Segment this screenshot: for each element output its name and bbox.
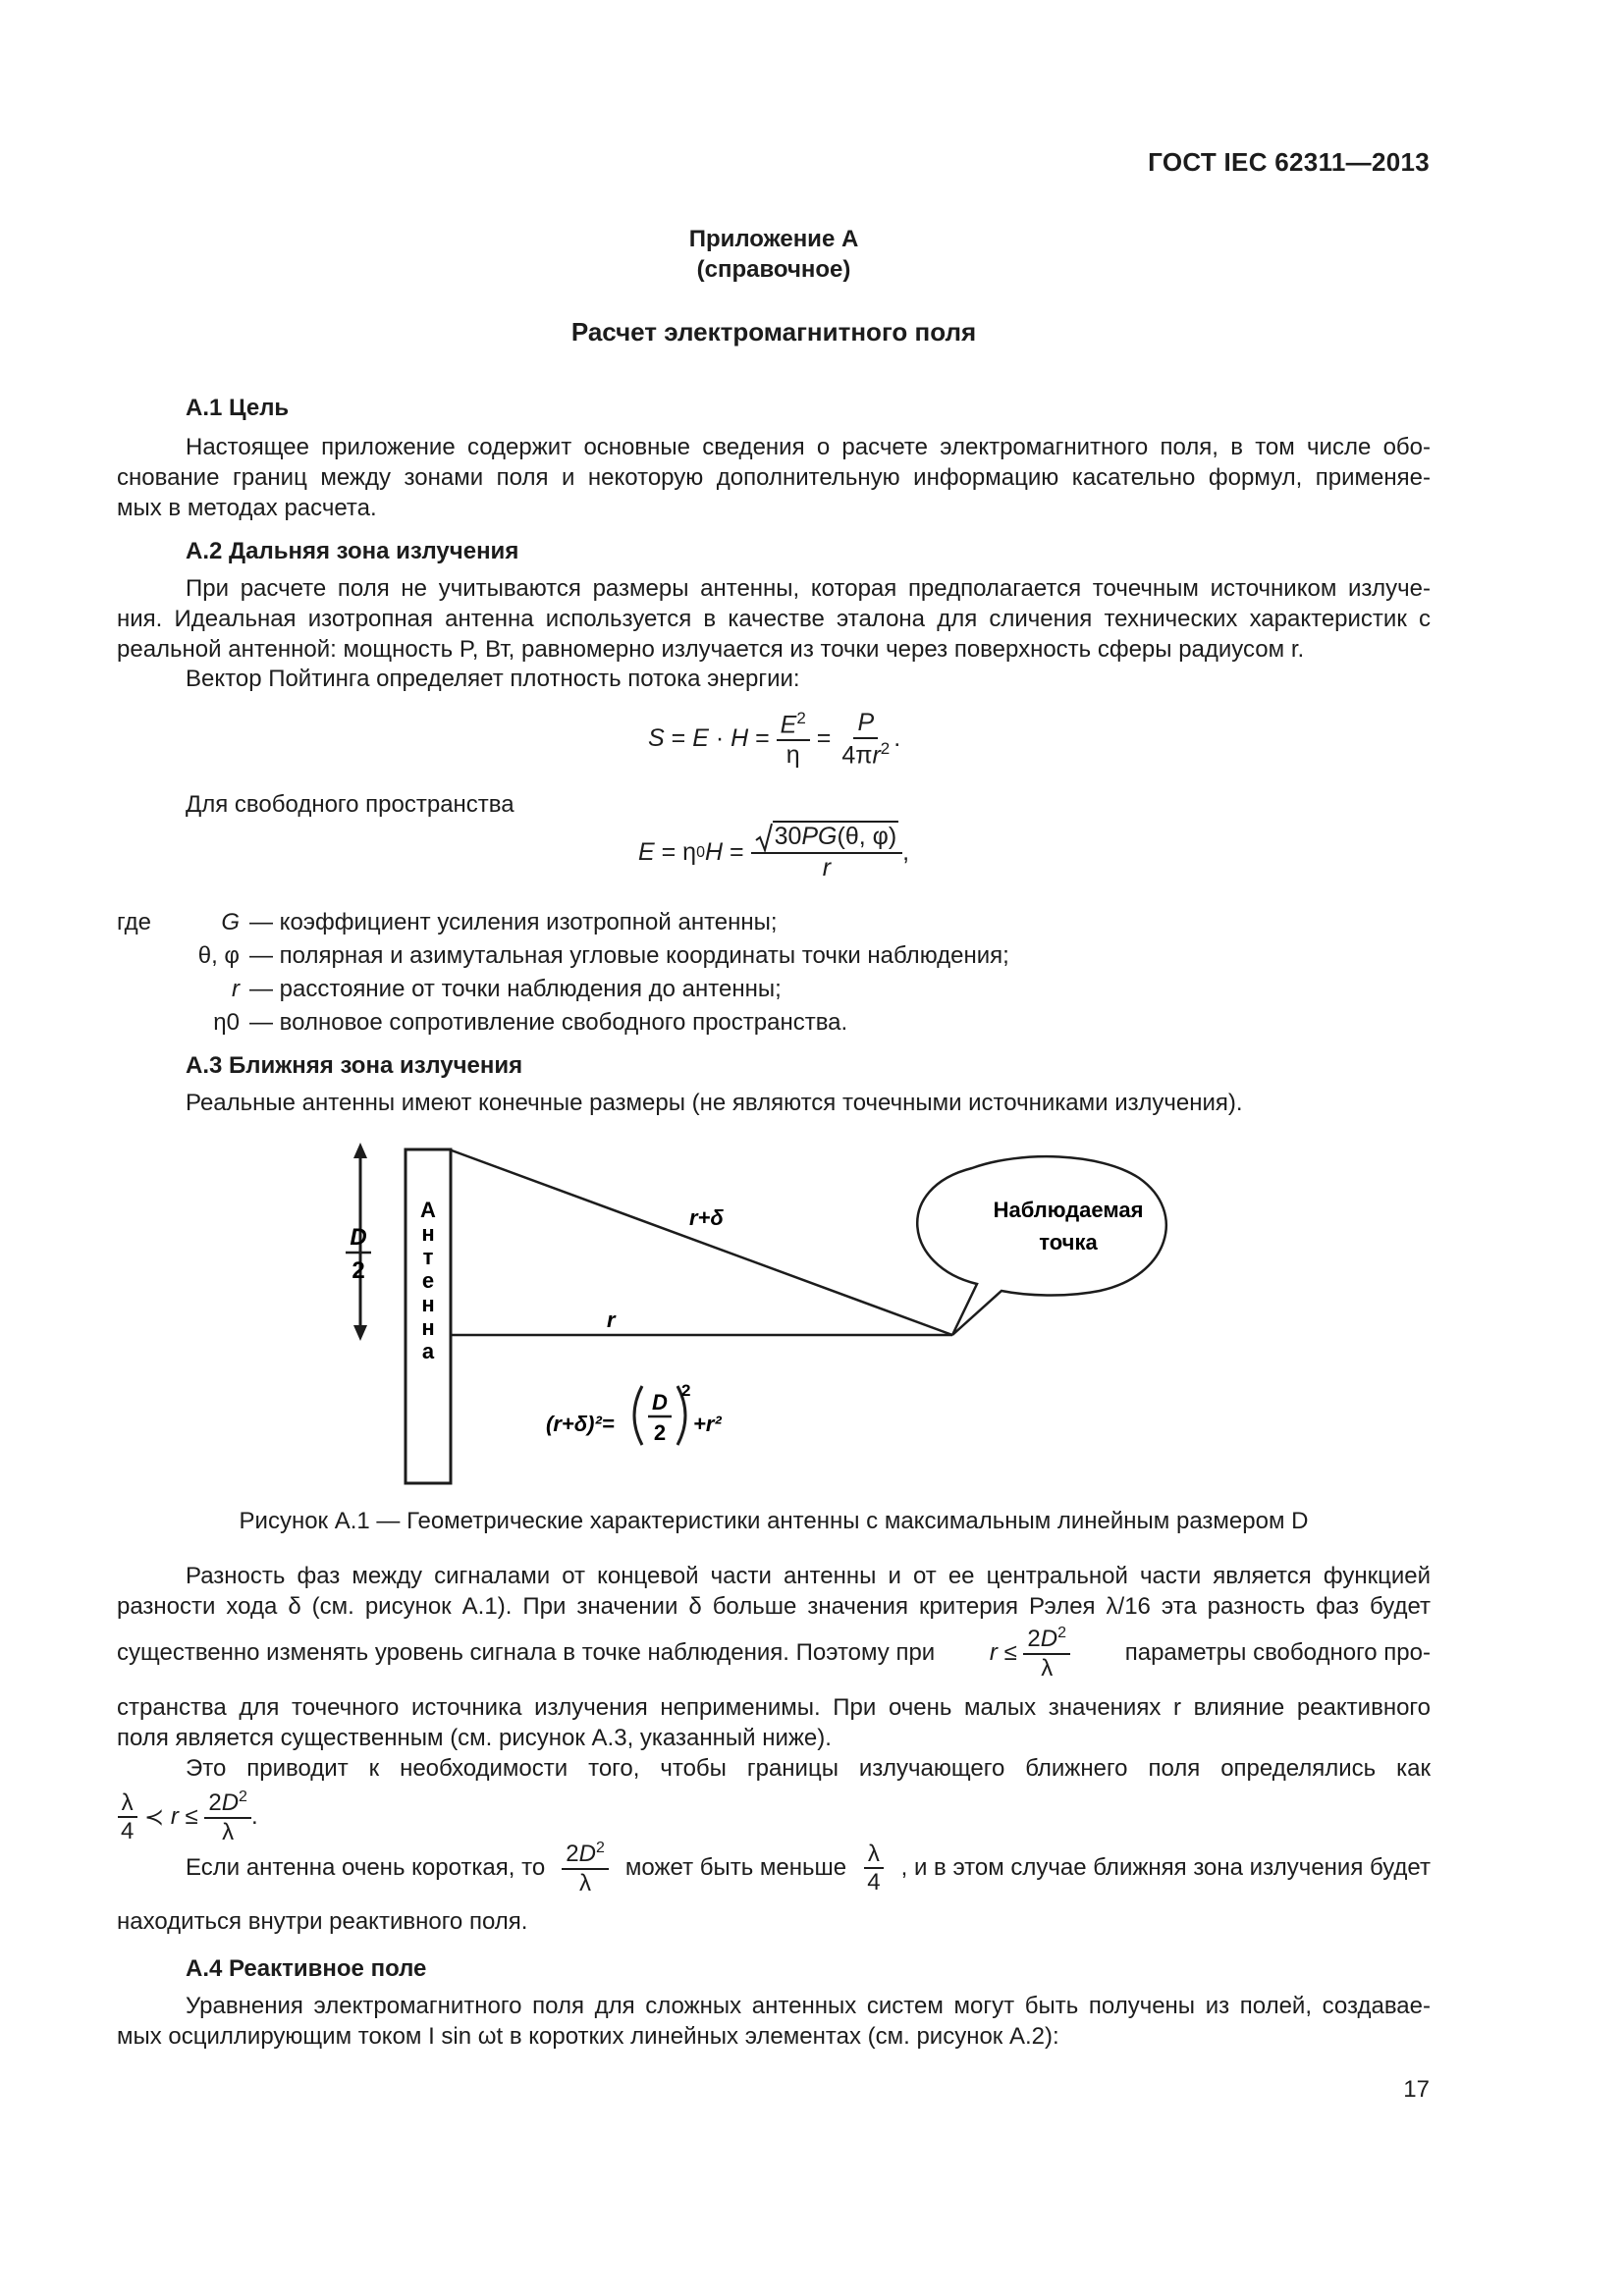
text-fragment: параметры свободного про- xyxy=(1124,1639,1431,1667)
inline-formula-lambda-4: $\frac{\lambda}{4}$ xyxy=(863,1841,884,1896)
formula-field: E = η 0 H = $\frac{30PG(\theta, \varphi)}{r}$ , xyxy=(638,823,910,882)
relation-two: 2 xyxy=(653,1420,667,1445)
annex-label: Приложение А xyxy=(688,226,859,252)
inline-formula-r-le: r ≤ $\frac{2D^2}{\lambda}$ xyxy=(990,1625,1070,1682)
standard-number: ГОСТ IEC 62311—2013 xyxy=(1148,147,1430,177)
free-space-label: Для свободного пространства xyxy=(186,791,514,818)
paragraph-boundaries xyxy=(117,1753,1431,1784)
antenna-letter: н xyxy=(421,1315,435,1340)
text-fragment: , и в этом случае ближняя зона излучения будет xyxy=(900,1854,1431,1882)
def-term: η0 xyxy=(213,1009,240,1036)
text-fragment: может быть меньше xyxy=(624,1854,847,1882)
text-line: поля является существенным (см. рисунок А.3, указанный ниже). xyxy=(117,1725,832,1751)
formula-near-zone-bounds: $\frac{\lambda}{4}$ ≺ r ≤ $\frac{2D^2}{\lambda}$ . xyxy=(117,1789,258,1845)
bubble-text-line2: точка xyxy=(1039,1230,1098,1255)
d-denominator: 2 xyxy=(352,1257,365,1284)
antenna-letter: е xyxy=(421,1268,435,1293)
text-line-short-antenna xyxy=(117,1840,1431,1896)
annex-title: Расчет электромагнитного поля xyxy=(570,317,977,347)
hypotenuse-line xyxy=(452,1150,952,1335)
text-fragment: Если антенна очень короткая, то xyxy=(186,1854,546,1882)
section-heading-a3: А.3 Ближняя зона излучения xyxy=(186,1052,523,1079)
def-desc: — коэффициент усиления изотропной антенны; xyxy=(249,909,778,935)
text-line: мых в методах расчета. xyxy=(117,495,377,521)
def-desc: — волновое сопротивление свободного пространства. xyxy=(249,1009,848,1036)
base-label: r xyxy=(607,1308,616,1332)
figure-antenna-geometry xyxy=(324,1139,1208,1492)
poynting-intro: Вектор Пойтинга определяет плотность потока энергии: xyxy=(186,666,800,692)
antenna-letter: н xyxy=(421,1221,435,1246)
paragraph-continuation xyxy=(117,1692,1431,1753)
section-heading-a1: А.1 Цель xyxy=(186,395,290,421)
bubble-text-line1: Наблюдаемая xyxy=(993,1198,1144,1222)
def-term: G xyxy=(221,909,240,935)
def-desc: — расстояние от точки наблюдения до антенны; xyxy=(249,976,782,1002)
def-term: θ, φ xyxy=(197,942,240,969)
antenna-letter: А xyxy=(420,1198,436,1222)
paragraph-phase-difference xyxy=(117,1561,1431,1622)
text-line-with-formula xyxy=(117,1625,1431,1682)
paragraph-a2 xyxy=(117,573,1431,665)
antenna-letter: н xyxy=(421,1292,435,1316)
near-zone-intro: Реальные антенны имеют конечные размеры (не являются точечными источниками излучения). xyxy=(186,1090,1243,1116)
relation-left: (r+δ)²= xyxy=(546,1412,615,1436)
text-line: Разность фаз между сигналами от концевой части антенны и от ее центральной части является функцией xyxy=(186,1563,1431,1589)
text-line: При расчете поля не учитываются размеры антенны, которая предполагается точечным источником излуче- xyxy=(186,575,1431,602)
sqrt-icon xyxy=(755,823,773,852)
text-fragment: существенно изменять уровень сигнала в точке наблюдения. Поэтому при xyxy=(117,1639,936,1667)
text-line: странства для точечного источника излучения неприменимы. При очень малых значениях r влияние реактивного xyxy=(117,1694,1431,1721)
paragraph-a4 xyxy=(117,1991,1431,2052)
figure-caption: Рисунок А.1 — Геометрические характеристики антенны с максимальным линейным размером D xyxy=(239,1508,1309,1534)
page-number: 17 xyxy=(1403,2076,1430,2103)
text-line: Уравнения электромагнитного поля для сложных антенных систем могут быть получены из полей, создавае- xyxy=(186,1993,1431,2019)
text-line: мых осциллирующим током I sin ωt в коротких линейных элементах (см. рисунок А.2): xyxy=(117,2023,1059,2050)
text-line: разности хода δ (см. рисунок А.1). При значении δ больше значения критерия Рэлея λ/16 эта разность фаз будет xyxy=(117,1593,1431,1620)
paragraph-a1 xyxy=(117,432,1431,523)
text-line: снование границ между зонами поля и некоторую дополнительную информацию касательно формул, применяе- xyxy=(117,464,1431,491)
text-line: Это приводит к необходимости того, чтобы границы излучающего ближнего поля определялись как xyxy=(186,1755,1431,1782)
annex-kind: (справочное) xyxy=(696,256,851,283)
text-line: Настоящее приложение содержит основные сведения о расчете электромагнитного поля, в том числе обо- xyxy=(186,434,1431,460)
relation-d: D xyxy=(652,1390,668,1415)
section-heading-a4: А.4 Реактивное поле xyxy=(186,1955,427,1982)
hypotenuse-label: r+δ xyxy=(689,1205,724,1230)
text-line: реальной антенной: мощность P, Вт, равномерно излучается из точки через поверхность сферы радиусом r. xyxy=(117,636,1305,663)
section-heading-a2: А.2 Дальняя зона излучения xyxy=(186,538,519,564)
antenna-label xyxy=(420,1198,436,1363)
def-desc: — полярная и азимутальная угловые координаты точки наблюдения; xyxy=(249,942,1009,969)
def-term: r xyxy=(232,976,240,1002)
where-label: где xyxy=(117,909,152,935)
paren-left xyxy=(634,1386,642,1445)
arrow-down-icon xyxy=(353,1325,367,1341)
arrow-up-icon xyxy=(353,1143,367,1158)
text-line: находиться внутри реактивного поля. xyxy=(117,1908,528,1935)
d-numerator: D xyxy=(350,1224,367,1251)
relation-right: +r² xyxy=(693,1412,722,1436)
antenna-letter: а xyxy=(421,1339,435,1363)
relation-exponent: 2 xyxy=(681,1381,691,1400)
formula-poynting: S = E · H = $\frac{E^2}{\eta}$ = $\frac{P}{4\pi r^2}$ . xyxy=(648,709,901,770)
antenna-letter: т xyxy=(422,1245,434,1269)
text-line: ния. Идеальная изотропная антенна используется в качестве эталона для сличения технических характеристик с xyxy=(117,606,1431,632)
inline-formula-2d2-lambda: $\frac{2D^2}{\lambda}$ xyxy=(562,1840,609,1896)
